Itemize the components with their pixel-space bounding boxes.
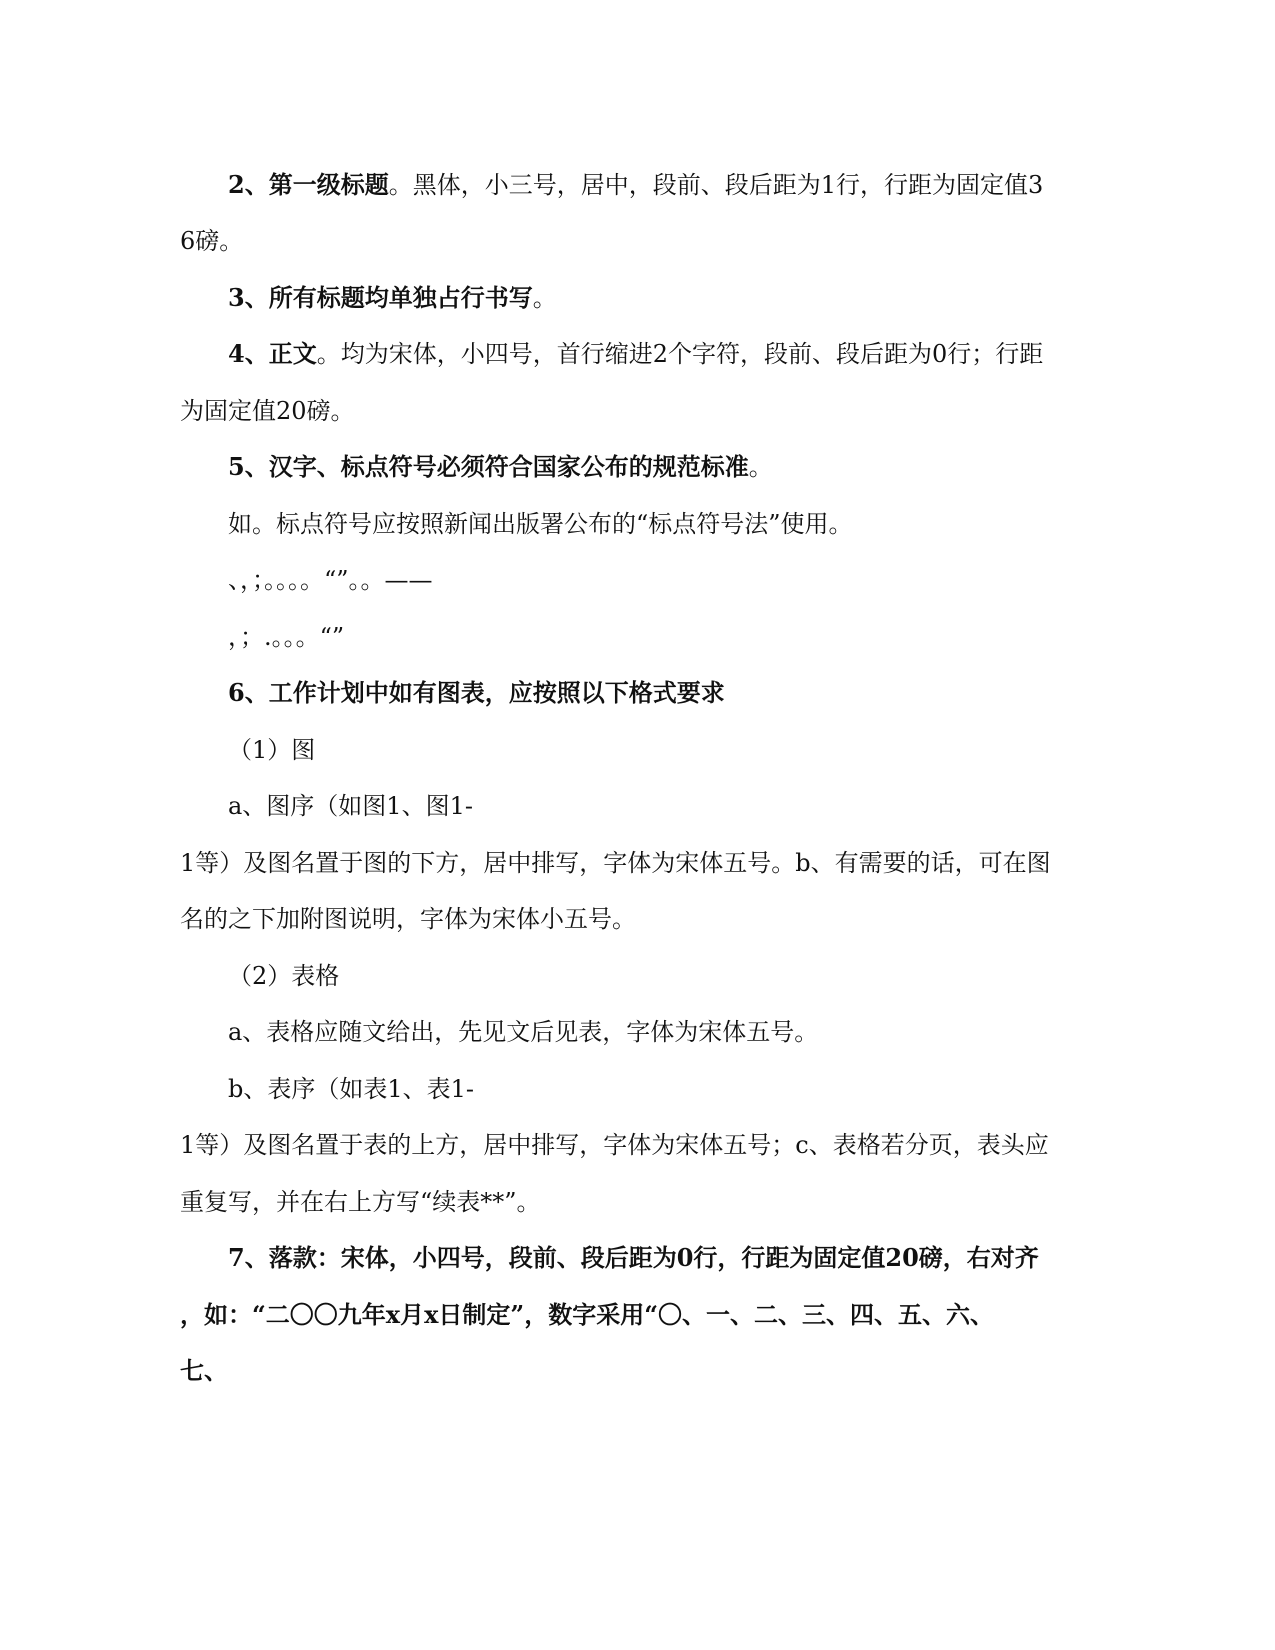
text-line <box>228 170 1043 200</box>
text-line <box>228 1017 818 1047</box>
text-run: b、表序（如表1、表1- <box>228 1075 475 1103</box>
heading-run: 2、第一级标题 <box>228 170 389 199</box>
text-run: a、表格应随文给出，先见文后见表，字体为宋体五号。 <box>228 1018 819 1046</box>
text-run: 、，；。。。。“”。。—— <box>228 566 433 594</box>
text-line <box>180 1130 1049 1160</box>
text-run: 6磅。 <box>180 227 244 255</box>
punctuation-line <box>228 565 433 595</box>
text-line <box>180 1300 994 1330</box>
text-run: a、图序（如图1、图1- <box>228 792 473 820</box>
text-line <box>180 396 355 426</box>
text-line <box>228 1074 474 1104</box>
heading-run: 七、 <box>180 1356 228 1385</box>
heading-run: 5、汉字、标点符号必须符合国家公布的规范标准 <box>228 452 749 481</box>
text-run: 1等）及图名置于图的下方，居中排写，字体为宋体五号。b、有需要的话，可在图 <box>180 849 1051 877</box>
text-run: 重复写，并在右上方写“续表**”。 <box>180 1188 541 1216</box>
punctuation-line <box>228 622 344 652</box>
text-run: 为固定值20磅。 <box>180 397 355 425</box>
text-line <box>228 961 339 991</box>
text-line <box>180 904 636 934</box>
text-run: 。黑体，小三号，居中，段前、段后距为1行，行距为固定值3 <box>388 171 1044 199</box>
text-line <box>180 848 1051 878</box>
text-line <box>228 509 853 539</box>
text-line <box>228 452 773 482</box>
text-run: 。 <box>748 453 773 481</box>
text-run: 如。标点符号应按照新闻出版署公布的“标点符号法”使用。 <box>228 510 853 538</box>
text-line <box>228 735 315 765</box>
text-run: （2）表格 <box>228 962 340 990</box>
text-line <box>228 1243 1039 1273</box>
text-run: 1等）及图名置于表的上方，居中排写，字体为宋体五号；c、表格若分页，表头应 <box>180 1131 1049 1159</box>
heading-run: 3、所有标题均单独占行书写 <box>228 283 533 312</box>
text-line <box>180 1187 541 1217</box>
text-line <box>228 283 557 313</box>
heading-run: 4、正文 <box>228 339 317 368</box>
text-line <box>228 678 725 708</box>
heading-run: ，如：“二〇〇九年x月x日制定”，数字采用“〇、一、二、三、四、五、六、 <box>180 1300 995 1329</box>
heading-run: 6、工作计划中如有图表，应按照以下格式要求 <box>228 678 725 707</box>
text-line <box>180 226 243 256</box>
text-run: 。 <box>532 284 557 312</box>
text-line <box>228 791 473 821</box>
text-run: （1）图 <box>228 736 316 764</box>
text-run: 名的之下加附图说明，字体为宋体小五号。 <box>180 905 636 933</box>
text-line <box>180 1356 228 1386</box>
text-run: ，；.。。。“” <box>228 623 345 651</box>
text-line <box>228 339 1043 369</box>
text-run: 。均为宋体，小四号，首行缩进2个字符，段前、段后距为0行；行距 <box>316 340 1044 368</box>
heading-run: 7、落款：宋体，小四号，段前、段后距为0行，行距为固定值20磅，右对齐 <box>228 1243 1039 1272</box>
